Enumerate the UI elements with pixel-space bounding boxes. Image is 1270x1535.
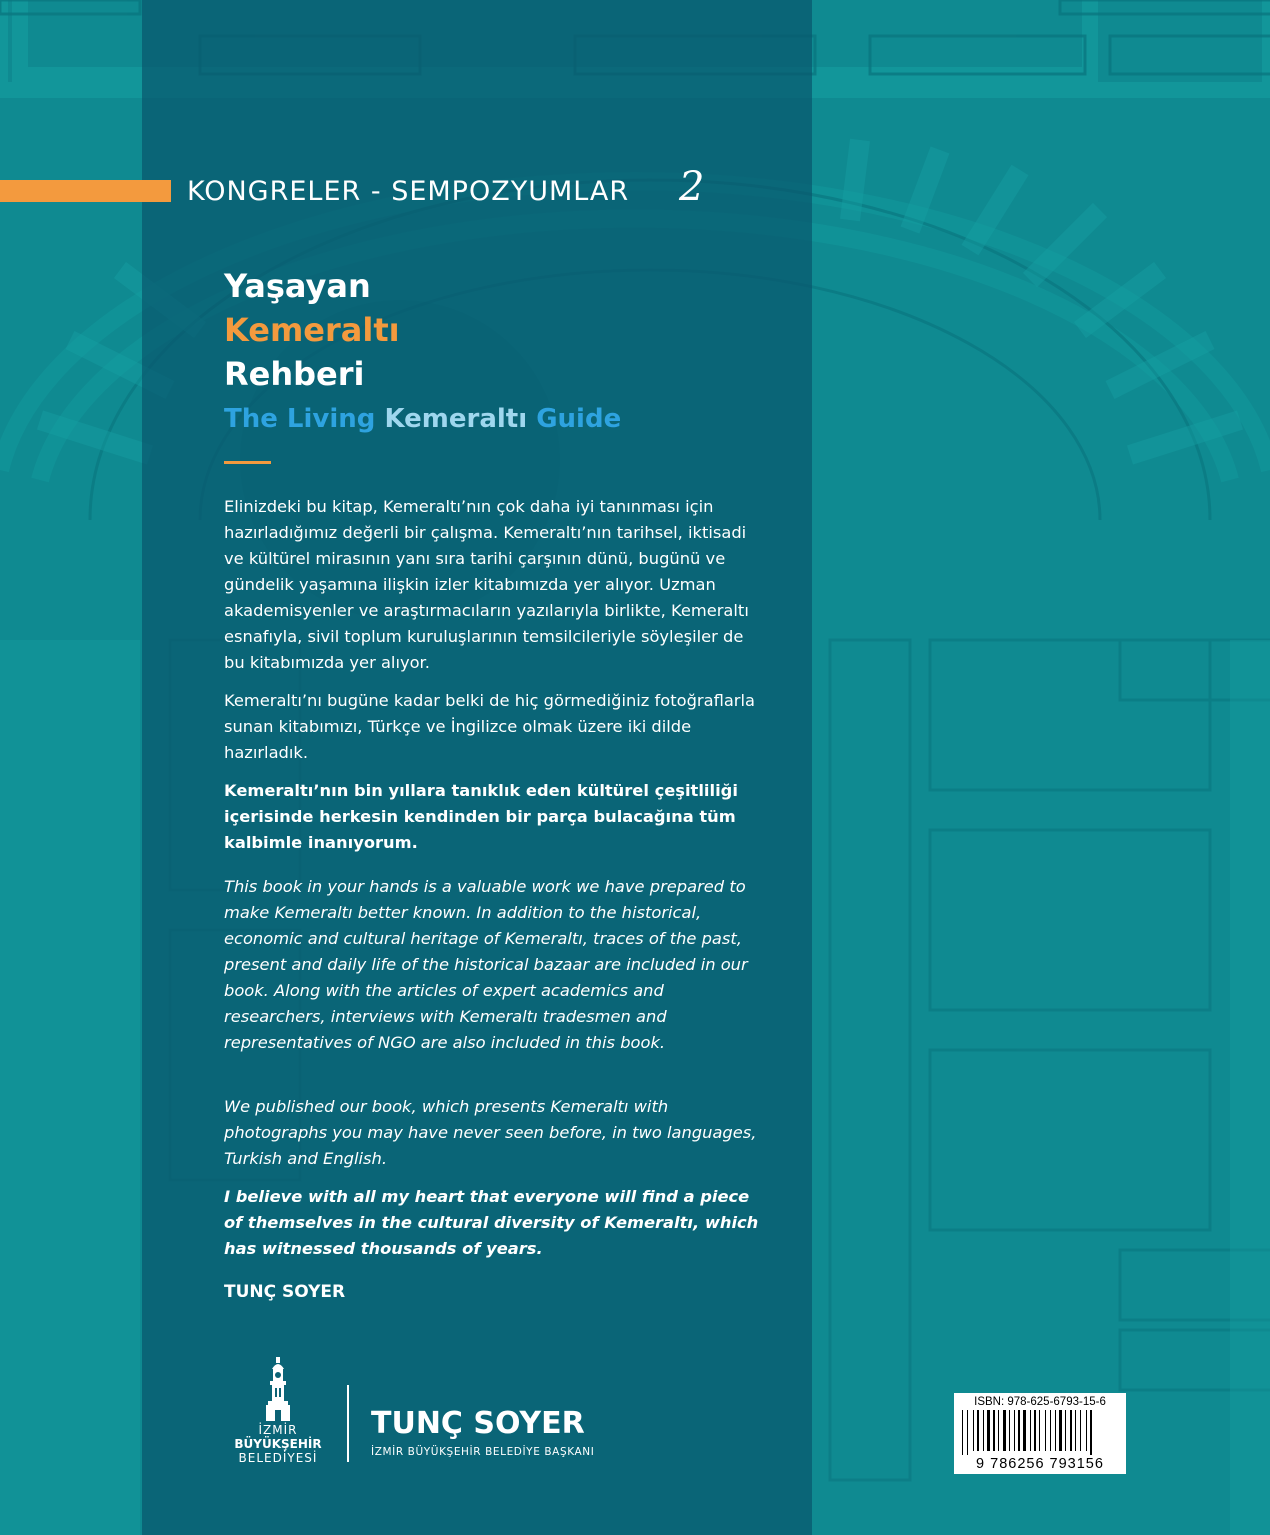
barcode-bar	[962, 1410, 963, 1455]
barcode-bar	[967, 1410, 968, 1455]
barcode-bar	[1034, 1410, 1036, 1451]
mayor-title: İZMİR BÜYÜKŞEHİR BELEDİYE BAŞKANI	[371, 1446, 595, 1458]
barcode-bar	[1009, 1410, 1010, 1451]
english-paragraph-1: This book in your hands is a valuable work we have prepared to make Kemeraltı better known. In addition to the historical, economic and cultural heritage of Kemeraltı, traces of the past, present and daily life of the historical bazaar are included in our book. Along with the articles of expert academics and researchers, interviews with Kemeraltı tradesmen and representatives of NGO are also included in this book.	[224, 877, 748, 1052]
turkish-paragraph-1: Elinizdeki bu kitap, Kemeraltı’nın çok daha iyi tanınması için hazırladığımız değerli bir çalışma. Kemeraltı’nın tarihsel, iktisadi ve kültürel mirasının yanı sıra tarihi çarşının dünü, bugünü ve gündelik yaşamına ilişkin izler kitabımızda yer alıyor. Uzman akademisyenler ve araştırmacıların yazılarıyla birlikte, Kemeraltı esnafıyla, sivil toplum kuruluşlarının temsilcileriyle söyleşiler de bu kitabımızda yer alıyor.	[224, 497, 749, 672]
barcode-bar	[977, 1410, 979, 1451]
barcode-bar	[1023, 1410, 1026, 1451]
turkish-paragraph-3: Kemeraltı’nın bin yıllara tanıklık eden kültürel çeşitliliği içerisinde herkesin kendinden bir parça bulacağına tüm kalbimle inanıyorum.	[224, 781, 738, 852]
barcode-bar	[993, 1410, 995, 1451]
barcode-bar	[1055, 1410, 1056, 1451]
subtitle-part-2: Kemeraltı	[384, 404, 528, 434]
barcode-bar	[1045, 1410, 1046, 1451]
turkish-paragraph-2: Kemeraltı’nı bugüne kadar belki de hiç görmediğiniz fotoğraflarla sunan kitabımızı, Türkçe ve İngilizce olmak üzere iki dilde hazırladık.	[224, 691, 756, 762]
mayor-name: TUNÇ SOYER	[371, 1406, 585, 1441]
barcode-bar	[1014, 1410, 1015, 1451]
barcode-bar	[1050, 1410, 1051, 1451]
barcode-bar	[1075, 1410, 1076, 1451]
barcode-digits: 9 786256 793156	[976, 1456, 1104, 1472]
barcode-bar	[1030, 1410, 1031, 1451]
isbn-barcode	[954, 1393, 1126, 1474]
barcode-bar	[983, 1410, 984, 1451]
barcode-bar	[1039, 1410, 1040, 1451]
series-label: KONGRELER - SEMPOZYUMLAR	[187, 176, 630, 207]
isbn-label: ISBN: 978-625-6793-15-6	[974, 1396, 1106, 1408]
barcode-bar	[1080, 1410, 1081, 1451]
title-rule	[224, 461, 271, 464]
barcode-bar	[1065, 1410, 1066, 1451]
signature: TUNÇ SOYER	[224, 1282, 346, 1302]
barcode-bars	[960, 1410, 1120, 1455]
subtitle-part-3: Guide	[536, 404, 622, 434]
barcode-bar	[1090, 1410, 1092, 1455]
clock-tower-icon	[223, 1355, 333, 1423]
series-number: 2	[679, 164, 705, 210]
logo-text-line-2: BÜYÜKŞEHİR	[234, 1437, 322, 1451]
logo-text-line-1: İZMİR	[258, 1423, 298, 1437]
barcode-bar	[987, 1410, 990, 1451]
series-accent-bar	[0, 180, 171, 202]
english-paragraph-2: We published our book, which presents Kemeraltı with photographs you may have never seen before, in two languages, Turkish and English.	[224, 1097, 757, 1168]
title-line-2: Kemeraltı	[224, 311, 400, 349]
barcode-bar	[1003, 1410, 1006, 1451]
english-paragraph-3: I believe with all my heart that everyone will find a piece of themselves in the cultural diversity of Kemeraltı, which has witnessed thousands of years.	[224, 1187, 759, 1258]
english-subtitle	[224, 401, 621, 437]
barcode-bar	[998, 1410, 999, 1451]
title-line-3: Rehberi	[224, 355, 365, 393]
barcode-bar	[973, 1410, 974, 1451]
barcode-bar	[1070, 1410, 1072, 1451]
title-line-1: Yaşayan	[224, 267, 371, 305]
logo-text-line-3: BELEDİYESİ	[238, 1451, 318, 1465]
barcode-bar	[1059, 1410, 1062, 1451]
izmir-municipality-logo	[223, 1355, 333, 1475]
logo-divider	[347, 1385, 349, 1462]
barcode-bar	[1018, 1410, 1020, 1451]
subtitle-part-1: The Living	[224, 404, 376, 434]
barcode-bar	[1086, 1410, 1087, 1451]
